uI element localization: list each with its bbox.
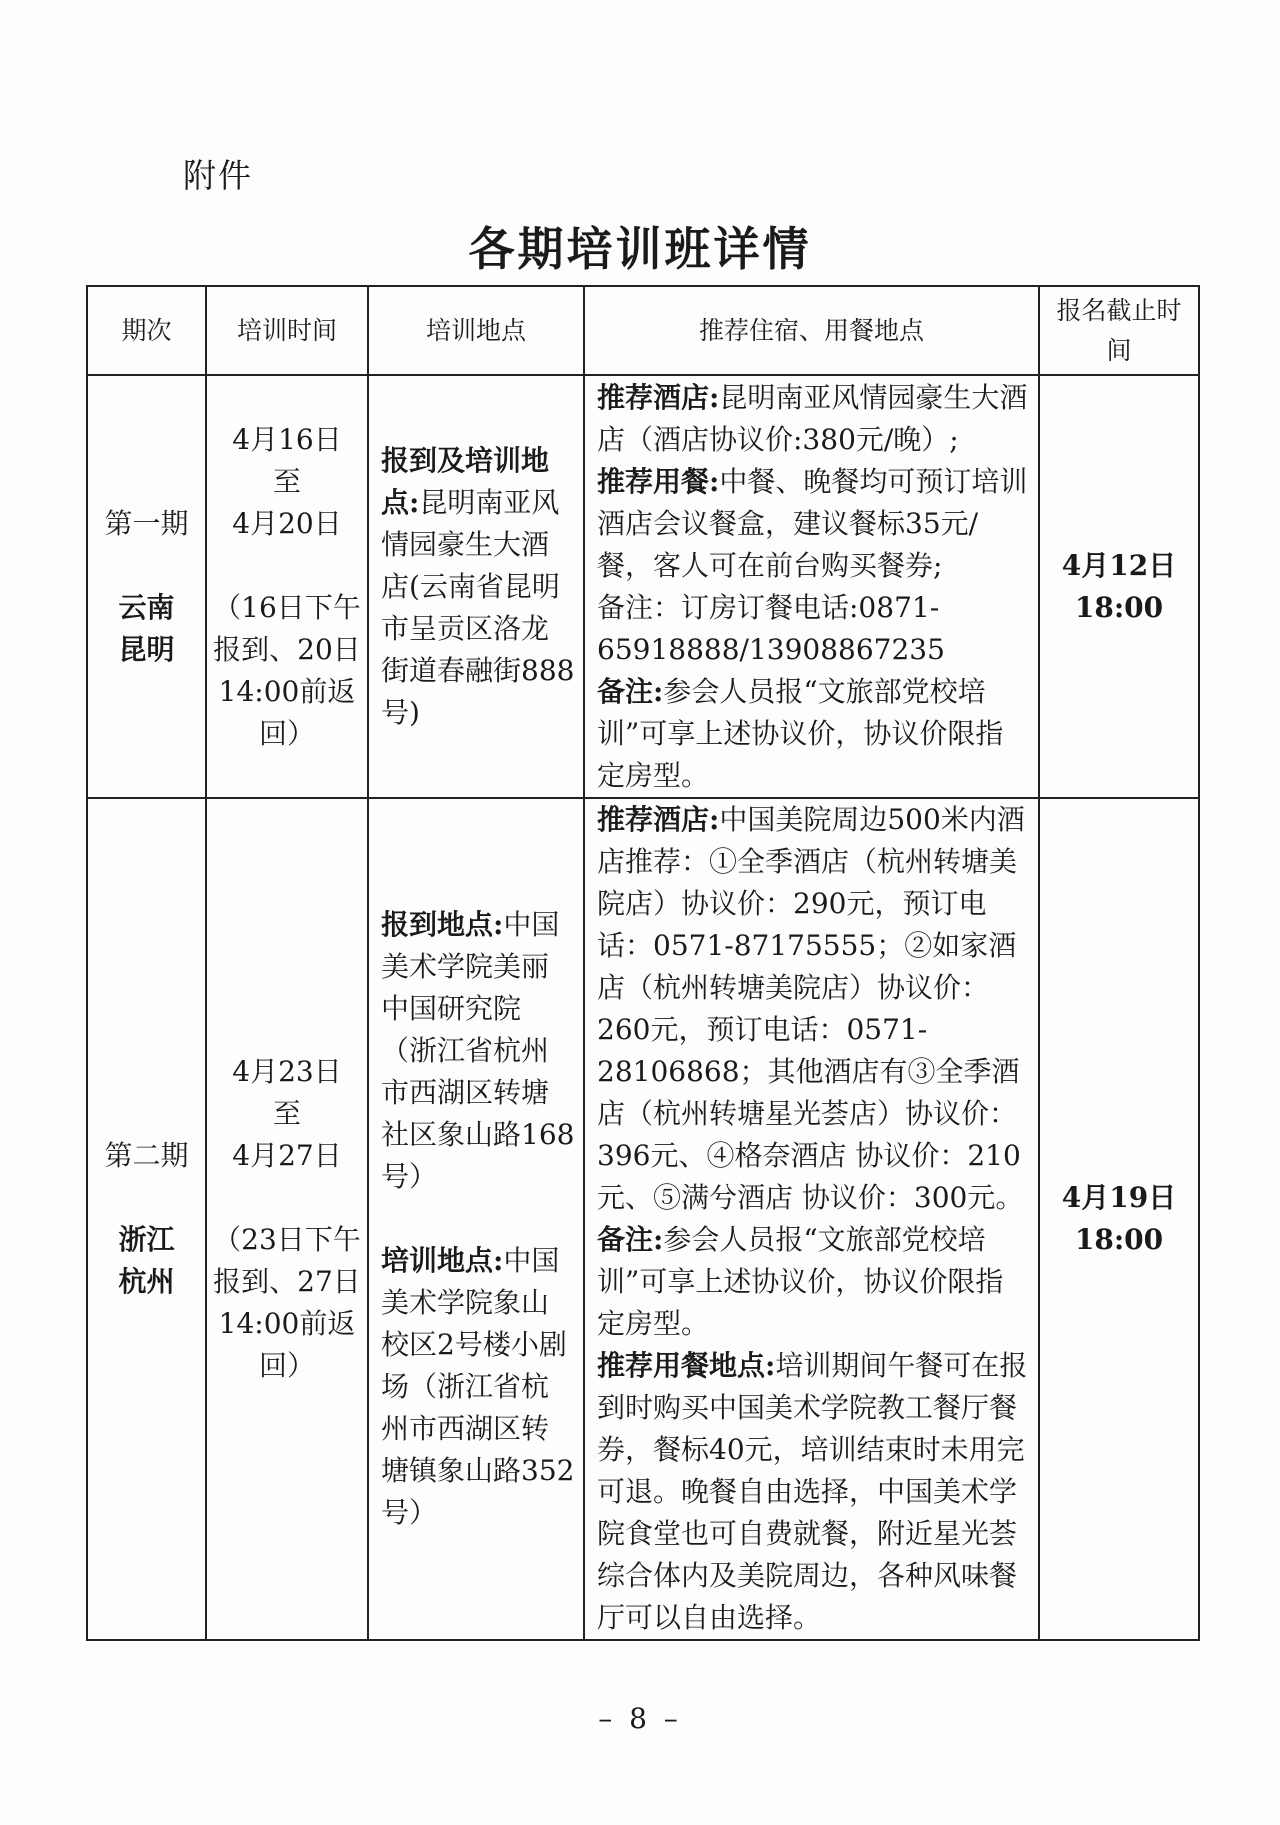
session-city: 云南 昆明 xyxy=(118,590,175,666)
lodging-text: 中国美院周边500米内酒店推荐：①全季酒店（杭州转塘美院店）协议价：290元，预订电话：0571-87175555；②如家酒店（杭州转塘美院店）协议价：260元，预订电话：0571-28106868；其他酒店有③全季酒店（杭州转塘星光荟店）协议价：396元、④格奈酒店 协议价：210元、⑤满兮酒店 协议价：300元。 xyxy=(597,803,1025,1214)
time-cell xyxy=(206,375,368,798)
page-number: – 8 – xyxy=(598,1702,682,1735)
session-name: 第二期 xyxy=(104,1139,189,1172)
lodging-entry xyxy=(597,799,1030,1219)
location-text: 中国美术学院象山校区2号楼小剧场（浙江省杭州市西湖区转塘镇象山路352号） xyxy=(381,1244,575,1529)
lodging-label: 推荐酒店: xyxy=(597,803,720,836)
location-text: 中国美术学院美丽中国研究院（浙江省杭州市西湖区转塘社区象山路168号） xyxy=(381,908,575,1193)
date-end: 4月20日 xyxy=(232,506,342,540)
date-to: 至 xyxy=(272,1097,301,1130)
deadline-time: 18:00 xyxy=(1074,590,1164,624)
table-row xyxy=(87,375,1199,798)
deadline-cell xyxy=(1039,798,1199,1640)
lodging-label: 备注: xyxy=(597,1223,664,1256)
lodging-entry xyxy=(597,587,1030,671)
location-cell xyxy=(368,375,584,798)
lodging-label: 推荐酒店: xyxy=(597,380,720,414)
date-start: 4月23日 xyxy=(232,1055,342,1088)
location-entry xyxy=(381,440,575,734)
lodging-entry xyxy=(597,671,1030,797)
header-lodging: 推荐住宿、用餐地点 xyxy=(584,286,1039,375)
lodging-text: 备注：订房订餐电话:0871-65918888/13908867235 xyxy=(597,590,945,666)
location-text: 昆明南亚风情园豪生大酒店(云南省昆明市呈贡区洛龙街道春融街888号) xyxy=(381,485,575,729)
header-time: 培训时间 xyxy=(206,286,368,375)
lodging-entry xyxy=(597,377,1030,461)
lodging-entry xyxy=(597,1345,1030,1639)
session-cell xyxy=(87,798,206,1640)
lodging-text: 昆明南亚风情园豪生大酒店（酒店协议价:380元/晚）; xyxy=(597,380,1028,456)
page-title: 各期培训班详情 xyxy=(468,222,812,276)
lodging-text: 参会人员报“文旅部党校培训”可享上述协议价，协议价限指定房型。 xyxy=(597,1223,1004,1340)
date-start: 4月16日 xyxy=(232,422,342,456)
lodging-label: 备注: xyxy=(597,674,664,708)
header-session: 期次 xyxy=(87,286,206,375)
session-city: 浙江 杭州 xyxy=(118,1223,175,1298)
date-to: 至 xyxy=(272,464,301,498)
date-note: （16日下午报到、20日14:00前返回） xyxy=(213,590,361,750)
header-location: 培训地点 xyxy=(368,286,584,375)
deadline-date: 4月19日 xyxy=(1061,1181,1177,1214)
lodging-label: 推荐用餐: xyxy=(597,464,720,498)
deadline-time: 18:00 xyxy=(1074,1223,1164,1256)
location-cell xyxy=(368,798,584,1640)
training-table xyxy=(86,285,1200,1641)
lodging-entry xyxy=(597,461,1030,587)
deadline-date: 4月12日 xyxy=(1061,548,1177,582)
location-entry xyxy=(381,904,575,1198)
lodging-cell xyxy=(584,798,1039,1640)
lodging-cell xyxy=(584,375,1039,798)
session-name: 第一期 xyxy=(104,506,189,540)
session-cell xyxy=(87,375,206,798)
lodging-text: 参会人员报“文旅部党校培训”可享上述协议价，协议价限指定房型。 xyxy=(597,674,1004,792)
lodging-label: 推荐用餐地点: xyxy=(597,1349,776,1382)
date-end: 4月27日 xyxy=(232,1139,342,1172)
location-label: 培训地点: xyxy=(381,1244,504,1277)
deadline-cell xyxy=(1039,375,1199,798)
location-label: 报到地点: xyxy=(381,908,504,941)
lodging-entry xyxy=(597,1219,1030,1345)
date-note: （23日下午报到、27日14:00前返回） xyxy=(213,1223,361,1382)
table-row xyxy=(87,798,1199,1640)
header-deadline: 报名截止时间 xyxy=(1039,286,1199,375)
location-entry xyxy=(381,1240,575,1534)
table-header-row xyxy=(87,286,1199,375)
time-cell xyxy=(206,798,368,1640)
lodging-text: 中餐、晚餐均可预订培训酒店会议餐盒，建议餐标35元/餐，客人可在前台购买餐券; xyxy=(597,464,1028,582)
location-label: 报到及培训地点: xyxy=(381,443,550,519)
attachment-label: 附件 xyxy=(183,156,253,195)
lodging-text: 培训期间午餐可在报到时购买中国美术学院教工餐厅餐券，餐标40元，培训结束时未用完可退。晚餐自由选择，中国美术学院食堂也可自费就餐，附近星光荟综合体内及美院周边，各种风味餐厅可以自由选择。 xyxy=(597,1349,1028,1634)
